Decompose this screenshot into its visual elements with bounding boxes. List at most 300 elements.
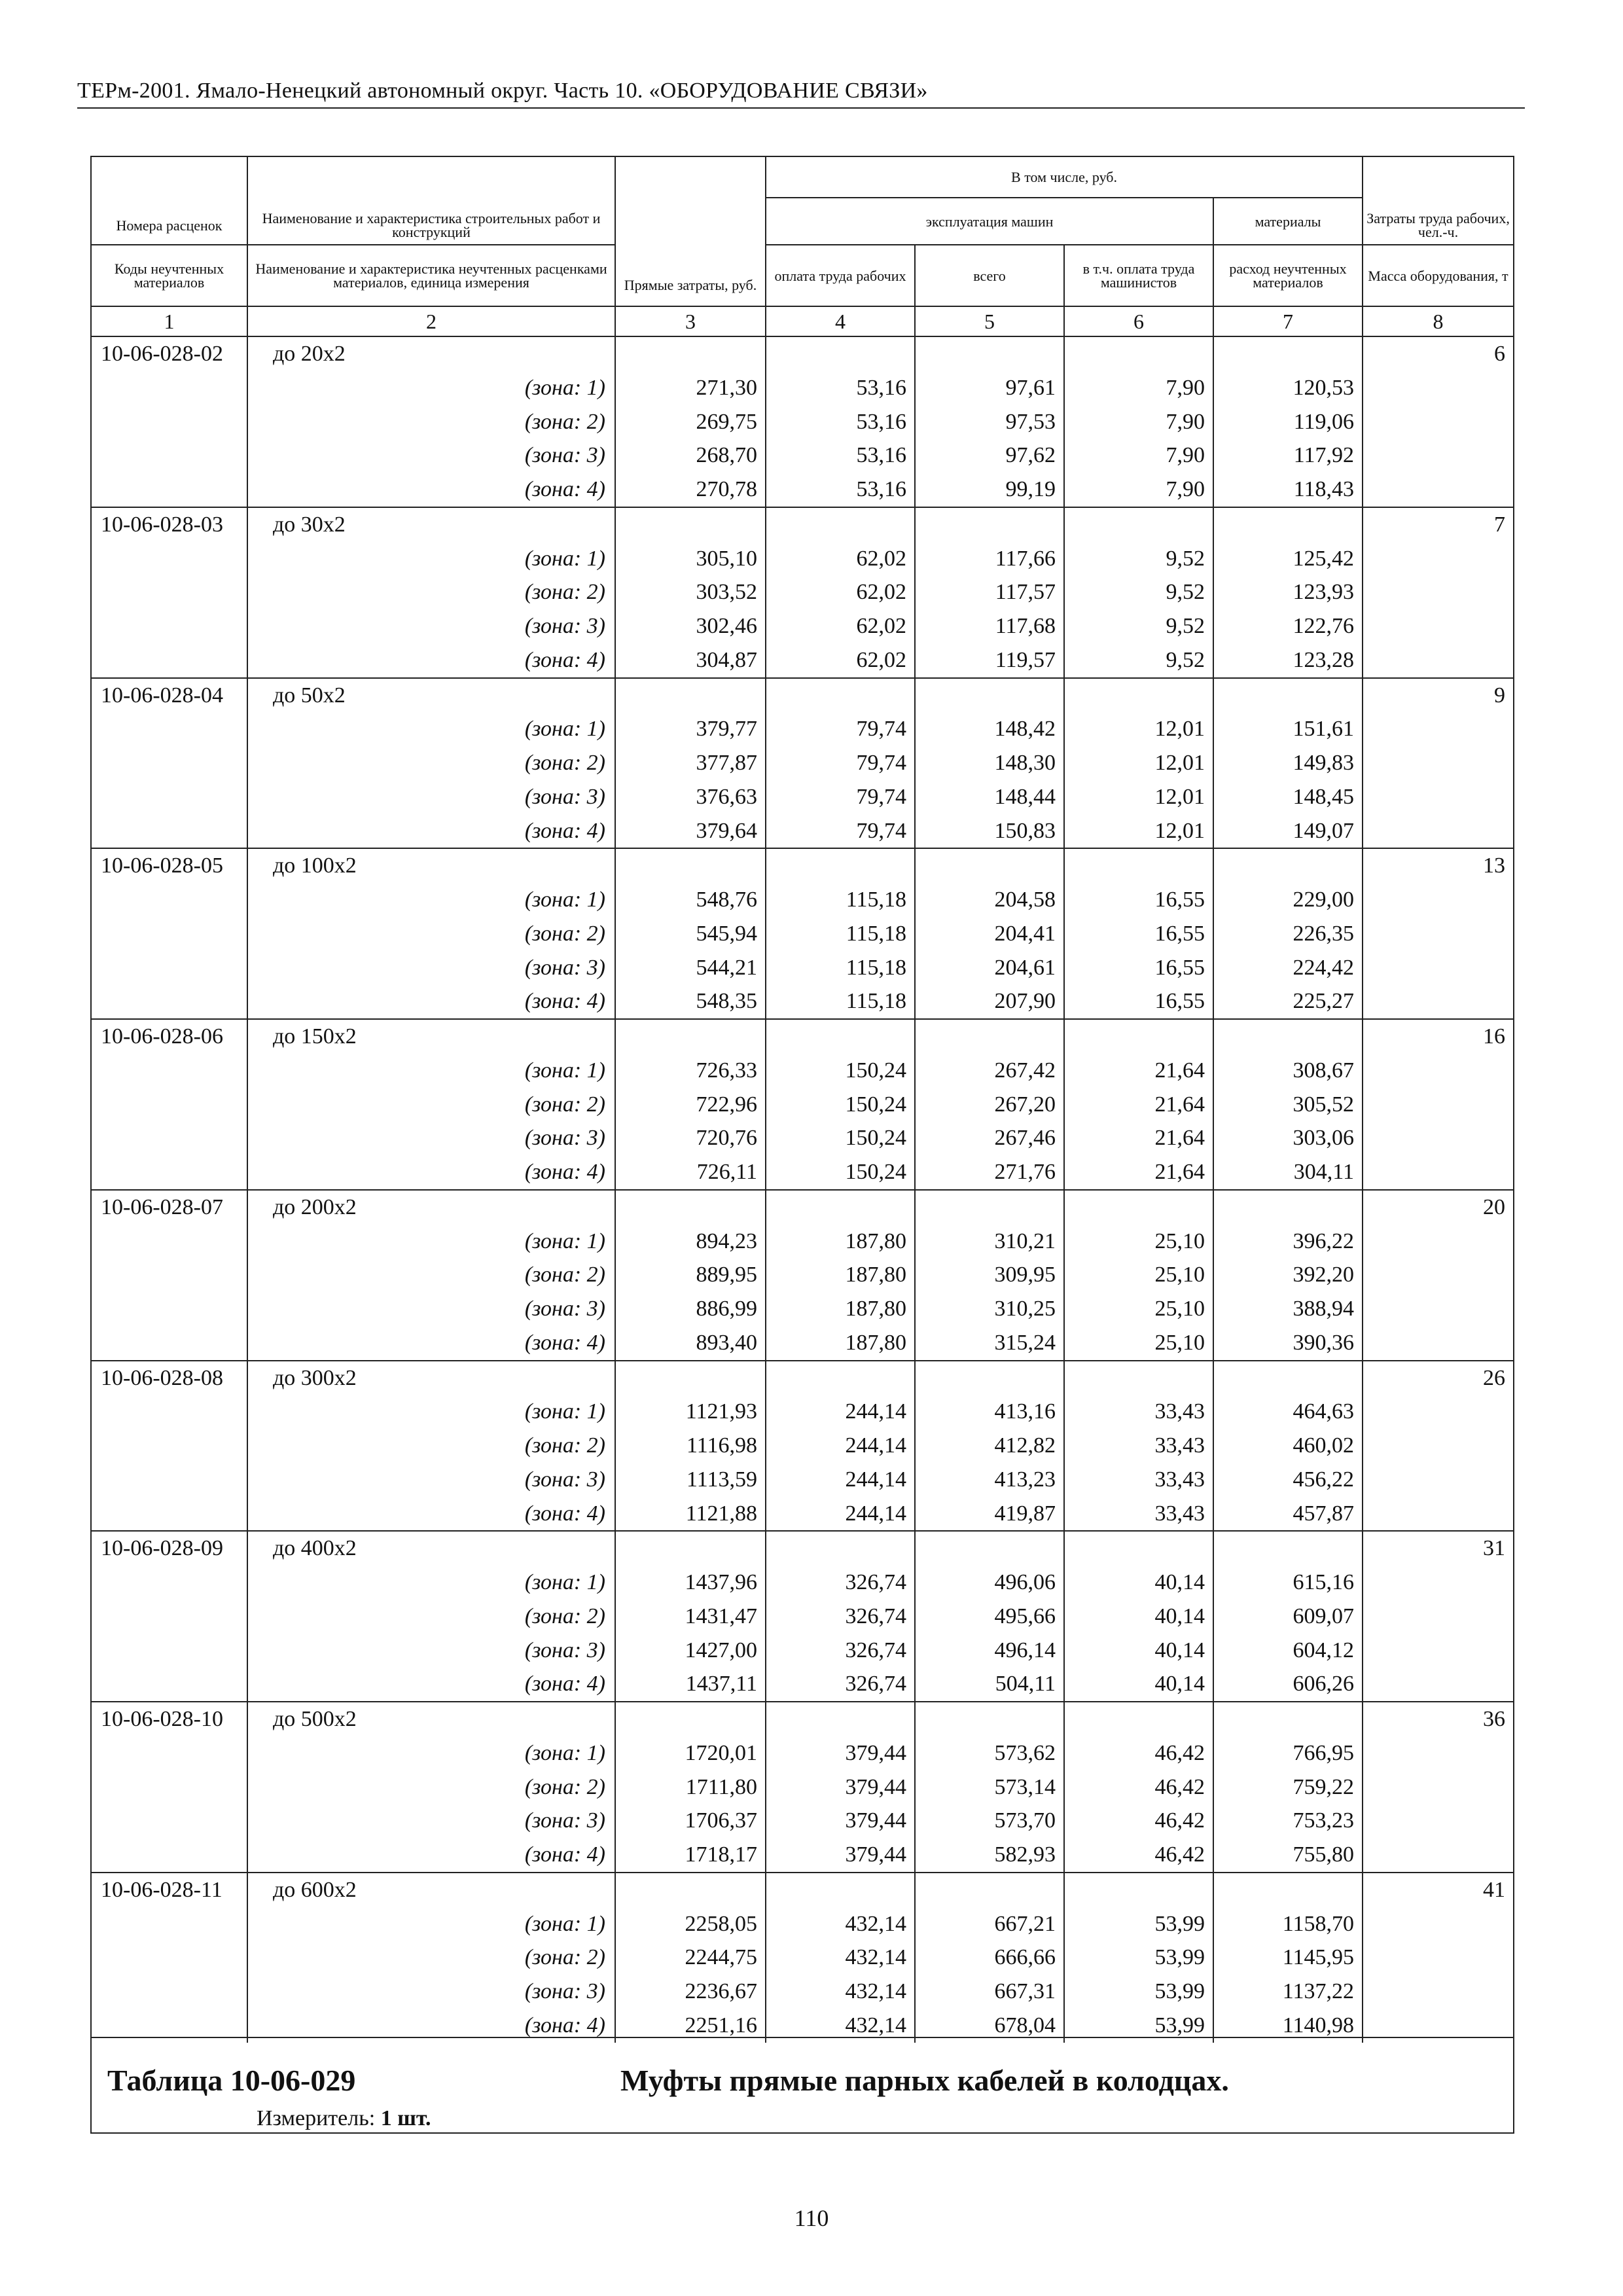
empty-cell (92, 575, 247, 609)
empty-cell (1363, 1054, 1513, 1088)
empty-cell (92, 1292, 247, 1326)
table-head (92, 157, 1513, 336)
rate-code: 10-06-028-11 (92, 1873, 247, 1907)
empty-cell (1064, 507, 1213, 542)
direct-cost-value: 1718,17 (615, 1838, 766, 1873)
zone-label: (зона: 4) (247, 1497, 615, 1532)
zone-label: (зона: 2) (247, 917, 615, 951)
zone-row (92, 371, 1513, 405)
machines-value: 495,66 (915, 1600, 1064, 1634)
direct-cost-value: 302,46 (615, 609, 766, 643)
zone-label: (зона: 1) (247, 371, 615, 405)
next-table-description: Муфты прямые парных кабелей в колодцах. (620, 2064, 1229, 2097)
empty-cell (1363, 984, 1513, 1019)
machines-value: 267,46 (915, 1121, 1064, 1155)
zone-label: (зона: 1) (247, 1054, 615, 1088)
operators-value: 12,01 (1064, 780, 1213, 814)
empty-cell (1363, 1600, 1513, 1634)
wages-value: 79,74 (766, 780, 915, 814)
empty-cell (1064, 1019, 1213, 1054)
direct-cost-value: 889,95 (615, 1258, 766, 1292)
wages-value: 187,80 (766, 1258, 915, 1292)
machines-value: 504,11 (915, 1667, 1064, 1702)
wages-value: 379,44 (766, 1804, 915, 1838)
zone-label: (зона: 1) (247, 1225, 615, 1259)
direct-cost-value: 722,96 (615, 1088, 766, 1122)
operators-value: 16,55 (1064, 984, 1213, 1019)
machines-value: 204,61 (915, 951, 1064, 985)
operators-value: 25,10 (1064, 1326, 1213, 1361)
zone-row (92, 1463, 1513, 1497)
operators-value: 40,14 (1064, 1600, 1213, 1634)
materials-value: 305,52 (1213, 1088, 1363, 1122)
wages-value: 432,14 (766, 1975, 915, 2009)
zone-row (92, 984, 1513, 1019)
direct-cost-value: 1113,59 (615, 1463, 766, 1497)
wages-value: 53,16 (766, 371, 915, 405)
empty-cell (766, 1702, 915, 1736)
wages-value: 53,16 (766, 439, 915, 473)
zone-row (92, 1975, 1513, 2009)
direct-cost-value: 1437,11 (615, 1667, 766, 1702)
empty-cell (1363, 1838, 1513, 1873)
meter-label: Измеритель: (257, 2106, 376, 2130)
empty-cell (1363, 1770, 1513, 1804)
direct-cost-value: 726,33 (615, 1054, 766, 1088)
empty-cell (1363, 1395, 1513, 1429)
empty-cell (1363, 1292, 1513, 1326)
wages-value: 115,18 (766, 984, 915, 1019)
zone-label: (зона: 4) (247, 1838, 615, 1873)
empty-cell (1064, 1190, 1213, 1225)
direct-cost-value: 1116,98 (615, 1429, 766, 1463)
zone-label: (зона: 3) (247, 1121, 615, 1155)
zone-row (92, 1225, 1513, 1259)
zone-label: (зона: 2) (247, 1941, 615, 1975)
empty-cell (92, 1326, 247, 1361)
empty-cell (1064, 848, 1213, 883)
machines-value: 419,87 (915, 1497, 1064, 1532)
wages-value: 53,16 (766, 405, 915, 439)
rate-code: 10-06-028-09 (92, 1531, 247, 1566)
wages-value: 150,24 (766, 1088, 915, 1122)
empty-cell (92, 780, 247, 814)
zone-label: (зона: 2) (247, 1600, 615, 1634)
direct-cost-value: 548,35 (615, 984, 766, 1019)
empty-cell (92, 371, 247, 405)
operators-value: 21,64 (1064, 1121, 1213, 1155)
materials-value: 396,22 (1213, 1225, 1363, 1259)
work-name-header: Наименование и характеристика строительных работ и конструкций (247, 157, 615, 245)
operators-value: 21,64 (1064, 1054, 1213, 1088)
operators-value: 12,01 (1064, 814, 1213, 849)
zone-row (92, 1634, 1513, 1668)
wages-header: оплата труда рабочих (766, 245, 915, 306)
rate-code: 10-06-028-05 (92, 848, 247, 883)
wages-value: 115,18 (766, 917, 915, 951)
zone-label: (зона: 2) (247, 1429, 615, 1463)
direct-cost-header-top (615, 157, 766, 245)
operators-value: 25,10 (1064, 1225, 1213, 1259)
machines-value: 117,68 (915, 609, 1064, 643)
materials-value: 1158,70 (1213, 1907, 1363, 1941)
operators-value: 21,64 (1064, 1088, 1213, 1122)
direct-cost-value: 377,87 (615, 746, 766, 780)
direct-cost-value: 270,78 (615, 473, 766, 507)
zone-label: (зона: 1) (247, 542, 615, 576)
empty-cell (92, 1566, 247, 1600)
empty-cell (615, 1019, 766, 1054)
materials-value: 766,95 (1213, 1736, 1363, 1770)
wages-value: 379,44 (766, 1736, 915, 1770)
empty-cell (1363, 1429, 1513, 1463)
materials-value: 303,06 (1213, 1121, 1363, 1155)
operators-value: 33,43 (1064, 1497, 1213, 1532)
materials-value: 151,61 (1213, 712, 1363, 746)
labor-value: 26 (1363, 1361, 1513, 1395)
empty-cell (92, 984, 247, 1019)
next-table-title: Таблица 10-06-029 (107, 2064, 356, 2097)
empty-cell (1363, 473, 1513, 507)
column-number: 5 (915, 306, 1064, 336)
labor-value: 36 (1363, 1702, 1513, 1736)
operators-value: 12,01 (1064, 746, 1213, 780)
operators-value: 9,52 (1064, 643, 1213, 678)
zone-label: (зона: 2) (247, 746, 615, 780)
materials-value: 606,26 (1213, 1667, 1363, 1702)
materials-value: 149,07 (1213, 814, 1363, 849)
rates-table-frame (90, 156, 1514, 2134)
machines-value: 117,57 (915, 575, 1064, 609)
zone-label: (зона: 1) (247, 1907, 615, 1941)
zone-row (92, 1054, 1513, 1088)
wages-value: 432,14 (766, 1941, 915, 1975)
zone-row (92, 746, 1513, 780)
wages-value: 326,74 (766, 1634, 915, 1668)
empty-cell (1363, 609, 1513, 643)
zone-row (92, 1292, 1513, 1326)
empty-cell (92, 1907, 247, 1941)
rate-name: до 100х2 (247, 848, 615, 883)
zone-row (92, 1429, 1513, 1463)
zone-label: (зона: 2) (247, 1770, 615, 1804)
empty-cell (1363, 1804, 1513, 1838)
direct-cost-value: 1720,01 (615, 1736, 766, 1770)
machines-value: 99,19 (915, 473, 1064, 507)
direct-cost-value: 548,76 (615, 883, 766, 917)
labor-value: 9 (1363, 678, 1513, 713)
empty-cell (1363, 1155, 1513, 1190)
rate-name: до 200х2 (247, 1190, 615, 1225)
meter-value: 1 шт. (380, 2106, 431, 2130)
empty-cell (92, 951, 247, 985)
empty-cell (92, 1121, 247, 1155)
operators-value: 21,64 (1064, 1155, 1213, 1190)
materials-value: 123,93 (1213, 575, 1363, 609)
empty-cell (1363, 1736, 1513, 1770)
operators-value: 25,10 (1064, 1292, 1213, 1326)
empty-cell (92, 609, 247, 643)
zone-label: (зона: 1) (247, 712, 615, 746)
empty-cell (766, 678, 915, 713)
operators-value: 33,43 (1064, 1463, 1213, 1497)
zone-row (92, 1770, 1513, 1804)
empty-cell (1213, 1361, 1363, 1395)
wages-value: 326,74 (766, 1667, 915, 1702)
zone-row (92, 712, 1513, 746)
materials-value: 119,06 (1213, 405, 1363, 439)
zone-row (92, 542, 1513, 576)
empty-cell (1363, 1088, 1513, 1122)
column-number: 6 (1064, 306, 1213, 336)
direct-cost-value: 1431,47 (615, 1600, 766, 1634)
zone-row (92, 814, 1513, 849)
zone-label: (зона: 3) (247, 1975, 615, 2009)
empty-cell (915, 678, 1064, 713)
direct-cost-value: 2251,16 (615, 2009, 766, 2043)
materials-value: 224,42 (1213, 951, 1363, 985)
empty-cell (615, 1531, 766, 1566)
direct-cost-value: 1121,88 (615, 1497, 766, 1532)
empty-cell (1363, 575, 1513, 609)
empty-cell (1363, 814, 1513, 849)
empty-cell (915, 1873, 1064, 1907)
empty-cell (1363, 542, 1513, 576)
operators-value: 33,43 (1064, 1395, 1213, 1429)
empty-cell (92, 1838, 247, 1873)
zone-row (92, 1667, 1513, 1702)
materials-value: 1137,22 (1213, 1975, 1363, 2009)
materials-value: 615,16 (1213, 1566, 1363, 1600)
wages-value: 244,14 (766, 1463, 915, 1497)
wages-value: 115,18 (766, 951, 915, 985)
direct-cost-value: 2244,75 (615, 1941, 766, 1975)
column-number: 1 (92, 306, 247, 336)
empty-cell (615, 678, 766, 713)
direct-cost-value: 544,21 (615, 951, 766, 985)
empty-cell (92, 1225, 247, 1259)
machines-value: 267,20 (915, 1088, 1064, 1122)
rate-group-row (92, 678, 1513, 713)
empty-cell (615, 507, 766, 542)
empty-cell (1363, 439, 1513, 473)
operators-value: 53,99 (1064, 1907, 1213, 1941)
wages-value: 62,02 (766, 575, 915, 609)
column-number: 2 (247, 306, 615, 336)
zone-row (92, 1566, 1513, 1600)
empty-cell (1213, 1531, 1363, 1566)
materials-value: 604,12 (1213, 1634, 1363, 1668)
rate-group-row (92, 336, 1513, 371)
empty-cell (1363, 1907, 1513, 1941)
table-footer (92, 2037, 1513, 2134)
materials-value: 392,20 (1213, 1258, 1363, 1292)
wages-value: 79,74 (766, 712, 915, 746)
zone-label: (зона: 3) (247, 439, 615, 473)
machines-value: 310,21 (915, 1225, 1064, 1259)
zone-label: (зона: 3) (247, 780, 615, 814)
incl-header: В том числе, руб. (766, 157, 1363, 198)
machines-value: 573,14 (915, 1770, 1064, 1804)
operators-value: 40,14 (1064, 1667, 1213, 1702)
zone-label: (зона: 3) (247, 1292, 615, 1326)
empty-cell (92, 1975, 247, 2009)
zone-row (92, 1155, 1513, 1190)
materials-value: 148,45 (1213, 780, 1363, 814)
empty-cell (1363, 917, 1513, 951)
wages-value: 244,14 (766, 1429, 915, 1463)
materials-value: 460,02 (1213, 1429, 1363, 1463)
empty-cell (1064, 1531, 1213, 1566)
machines-value: 150,83 (915, 814, 1064, 849)
empty-cell (1064, 678, 1213, 713)
empty-cell (766, 1190, 915, 1225)
zone-label: (зона: 3) (247, 951, 615, 985)
empty-cell (92, 542, 247, 576)
empty-cell (915, 336, 1064, 371)
zone-row (92, 1600, 1513, 1634)
empty-cell (92, 1429, 247, 1463)
wages-value: 150,24 (766, 1155, 915, 1190)
zone-label: (зона: 4) (247, 1326, 615, 1361)
zone-row (92, 1804, 1513, 1838)
materials-value: 759,22 (1213, 1770, 1363, 1804)
zone-label: (зона: 3) (247, 1804, 615, 1838)
zone-row (92, 951, 1513, 985)
empty-cell (1363, 1941, 1513, 1975)
zone-row (92, 643, 1513, 678)
rate-group-row (92, 507, 1513, 542)
wages-value: 432,14 (766, 2009, 915, 2043)
column-number: 7 (1213, 306, 1363, 336)
empty-cell (915, 1019, 1064, 1054)
operators-value: 25,10 (1064, 1258, 1213, 1292)
direct-cost-value: 269,75 (615, 405, 766, 439)
labor-value: 13 (1363, 848, 1513, 883)
empty-cell (1363, 746, 1513, 780)
machines-value: 573,62 (915, 1736, 1064, 1770)
wages-value: 150,24 (766, 1054, 915, 1088)
machines-value: 207,90 (915, 984, 1064, 1019)
rate-code: 10-06-028-10 (92, 1702, 247, 1736)
operators-value: 33,43 (1064, 1429, 1213, 1463)
zone-row (92, 575, 1513, 609)
materials-value: 1140,98 (1213, 2009, 1363, 2043)
direct-cost-value: 376,63 (615, 780, 766, 814)
machines-header: эксплуатация машин (766, 198, 1213, 245)
empty-cell (615, 1361, 766, 1395)
wages-value: 326,74 (766, 1566, 915, 1600)
machines-value: 148,42 (915, 712, 1064, 746)
rate-name: до 50х2 (247, 678, 615, 713)
direct-cost-value: 886,99 (615, 1292, 766, 1326)
rate-code: 10-06-028-03 (92, 507, 247, 542)
machines-value: 97,61 (915, 371, 1064, 405)
direct-cost-value: 1706,37 (615, 1804, 766, 1838)
machines-value: 496,06 (915, 1566, 1064, 1600)
empty-cell (766, 336, 915, 371)
zone-label: (зона: 4) (247, 643, 615, 678)
zone-label: (зона: 4) (247, 473, 615, 507)
machines-value: 667,21 (915, 1907, 1064, 1941)
labor-value: 7 (1363, 507, 1513, 542)
materials-value: 390,36 (1213, 1326, 1363, 1361)
operators-value: 7,90 (1064, 371, 1213, 405)
machines-value: 413,23 (915, 1463, 1064, 1497)
column-number: 8 (1363, 306, 1513, 336)
labor-value: 20 (1363, 1190, 1513, 1225)
operators-value: 53,99 (1064, 2009, 1213, 2043)
materials-value: 123,28 (1213, 643, 1363, 678)
operators-value: 12,01 (1064, 712, 1213, 746)
zone-label: (зона: 1) (247, 883, 615, 917)
empty-cell (92, 1258, 247, 1292)
operators-value: 16,55 (1064, 883, 1213, 917)
empty-cell (92, 883, 247, 917)
empty-cell (915, 1190, 1064, 1225)
zone-row (92, 1395, 1513, 1429)
zone-row (92, 1121, 1513, 1155)
empty-cell (92, 1667, 247, 1702)
direct-cost-value: 305,10 (615, 542, 766, 576)
operators-value: 40,14 (1064, 1634, 1213, 1668)
machines-value: 119,57 (915, 643, 1064, 678)
direct-cost-value: 893,40 (615, 1326, 766, 1361)
machines-value: 117,66 (915, 542, 1064, 576)
direct-cost-value: 720,76 (615, 1121, 766, 1155)
empty-cell (615, 1190, 766, 1225)
empty-cell (92, 1054, 247, 1088)
empty-cell (615, 1873, 766, 1907)
machines-value: 204,58 (915, 883, 1064, 917)
zone-label: (зона: 2) (247, 1258, 615, 1292)
empty-cell (615, 1702, 766, 1736)
empty-cell (766, 1531, 915, 1566)
empty-cell (1363, 883, 1513, 917)
page-header (77, 71, 1525, 109)
empty-cell (92, 746, 247, 780)
machines-value: 678,04 (915, 2009, 1064, 2043)
rate-code: 10-06-028-04 (92, 678, 247, 713)
operators-value: 46,42 (1064, 1804, 1213, 1838)
zone-label: (зона: 4) (247, 2009, 615, 2043)
empty-cell (1363, 1463, 1513, 1497)
empty-cell (1363, 1667, 1513, 1702)
zone-row (92, 473, 1513, 507)
machines-value: 271,76 (915, 1155, 1064, 1190)
zone-row (92, 1941, 1513, 1975)
operators-value: 9,52 (1064, 542, 1213, 576)
empty-cell (1363, 371, 1513, 405)
direct-cost-header: Прямые затраты, руб. (615, 245, 766, 306)
direct-cost-value: 303,52 (615, 575, 766, 609)
materials-value: 304,11 (1213, 1155, 1363, 1190)
materials-value: 125,42 (1213, 542, 1363, 576)
operators-value: 9,52 (1064, 609, 1213, 643)
zone-label: (зона: 3) (247, 609, 615, 643)
rate-group-row (92, 1190, 1513, 1225)
page-header-text: ТЕРм-2001. Ямало-Ненецкий автономный округ. Часть 10. «ОБОРУДОВАНИЕ СВЯЗИ» (77, 79, 928, 103)
empty-cell (92, 1941, 247, 1975)
rate-code: 10-06-028-02 (101, 342, 223, 366)
wages-value: 187,80 (766, 1292, 915, 1326)
zone-row (92, 405, 1513, 439)
empty-cell (92, 643, 247, 678)
labor-header: Затраты труда рабочих, чел.-ч. (1363, 157, 1513, 245)
empty-cell (1363, 712, 1513, 746)
empty-cell (1363, 1634, 1513, 1668)
empty-cell (1363, 1225, 1513, 1259)
